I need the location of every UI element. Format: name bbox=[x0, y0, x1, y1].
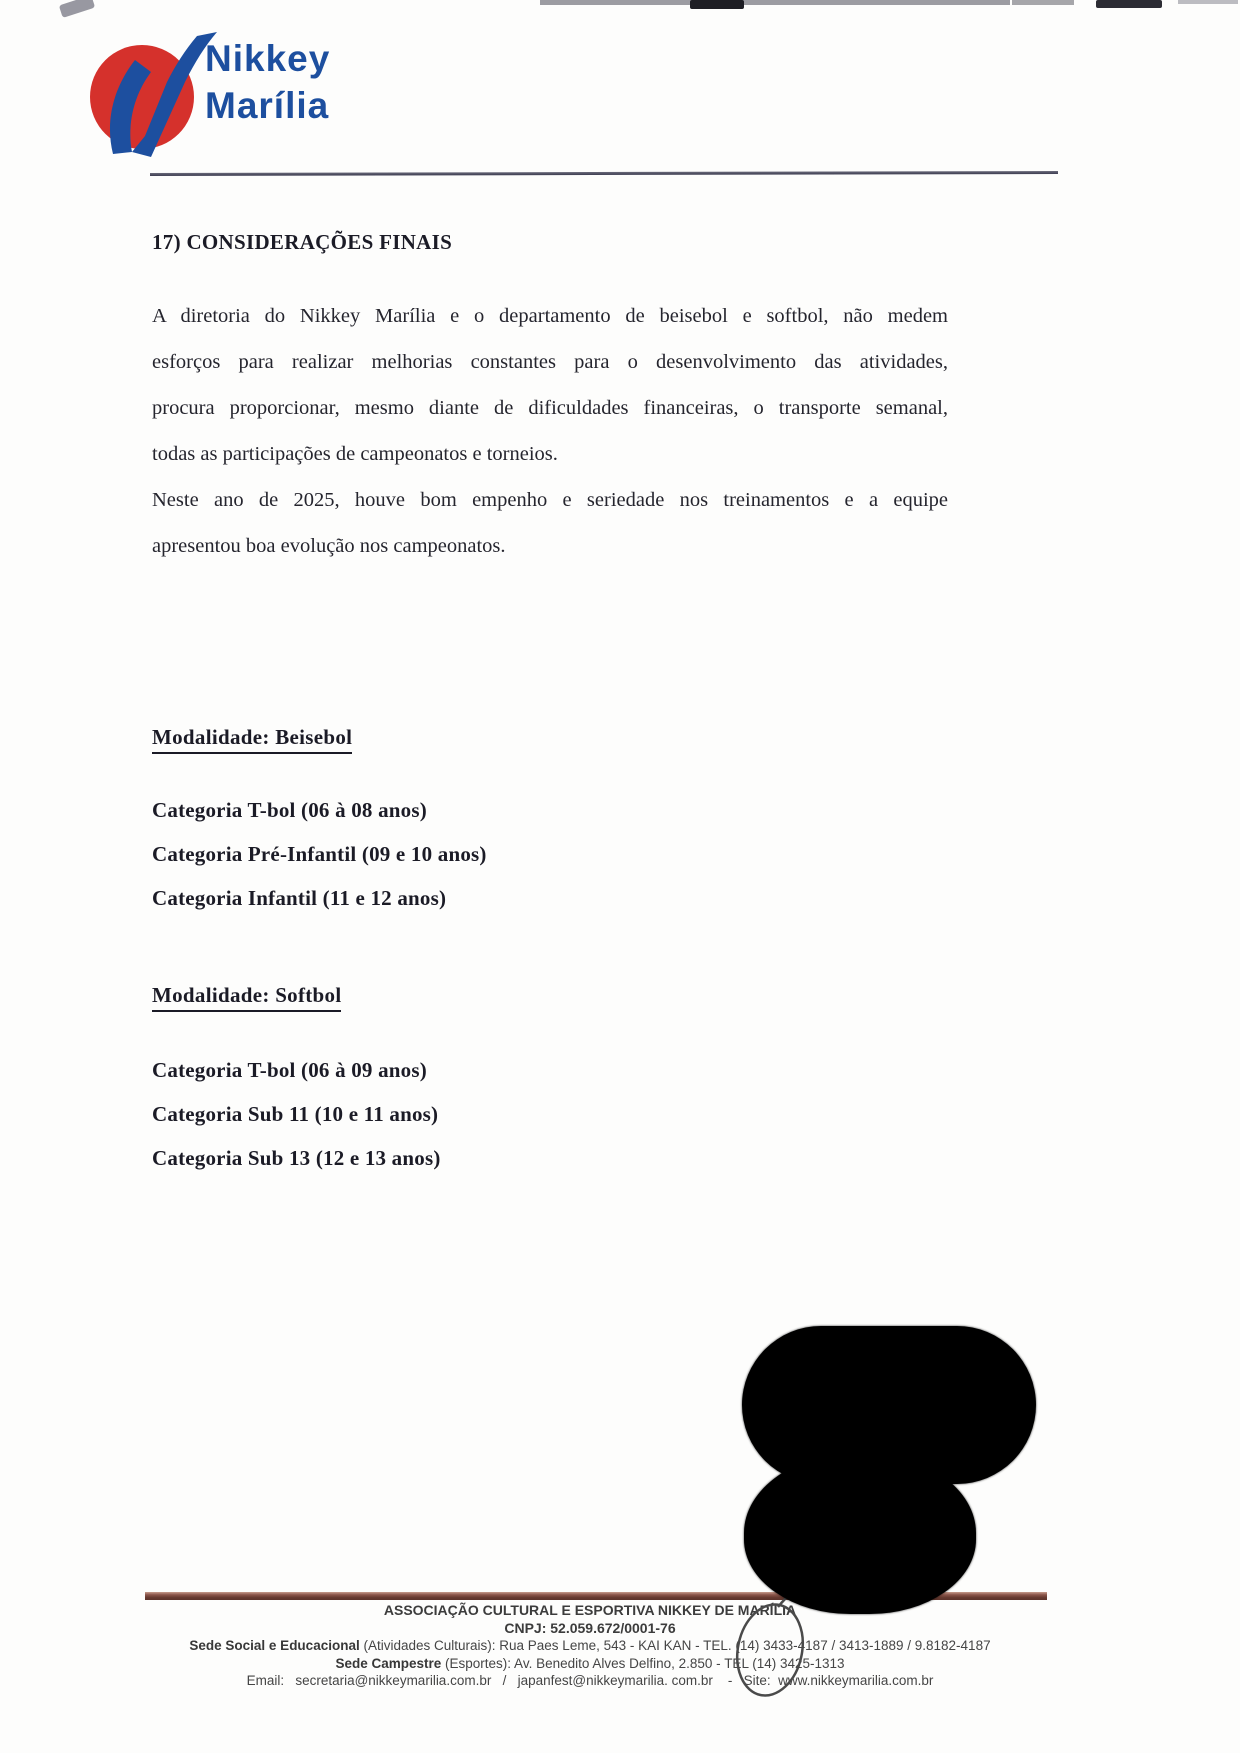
brand-name-line1: Nikkey bbox=[205, 38, 331, 79]
footer-contacts: Email: secretaria@nikkeymarilia.com.br / japanfest@nikkeymarilia. com.br - Site: www.nikkeymarilia.com.br bbox=[246, 1673, 934, 1688]
body-paragraph bbox=[152, 293, 948, 569]
category-item: Categoria T-bol (06 à 09 anos) bbox=[152, 1058, 427, 1082]
footer-sede-social: Sede Social e Educacional (Atividades Culturais): Rua Paes Leme, 543 - KAI KAN - TEL. (14) 3433-4187 / 3413-1889 / 9.8182-4187 bbox=[189, 1638, 991, 1653]
brand-name-line2: Marília bbox=[205, 85, 330, 126]
logo bbox=[85, 30, 445, 170]
modalidade-beisebol-title: Modalidade: Beisebol bbox=[152, 725, 352, 750]
footer-association-name: ASSOCIAÇÃO CULTURAL E ESPORTIVA NIKKEY DE MARÍLIA bbox=[383, 1602, 797, 1618]
redaction-blob bbox=[744, 1452, 976, 1614]
paragraph-line: todas as participações de campeonatos e torneios. bbox=[152, 443, 558, 465]
header-divider bbox=[150, 171, 1058, 176]
paragraph-line: procura proporcionar, mesmo diante de dificuldades financeiras, o transporte semanal, bbox=[152, 397, 948, 419]
footer bbox=[90, 1602, 1090, 1690]
scan-artifact bbox=[1178, 0, 1238, 4]
category-item: Categoria Infantil (11 e 12 anos) bbox=[152, 886, 447, 910]
modalidade-softbol-title: Modalidade: Softbol bbox=[152, 983, 341, 1008]
section-heading: 17) CONSIDERAÇÕES FINAIS bbox=[152, 230, 453, 254]
scan-artifact bbox=[690, 0, 744, 9]
footer-sede-campestre: Sede Campestre (Esportes): Av. Benedito Alves Delfino, 2.850 - TEL (14) 3425-1313 bbox=[335, 1655, 845, 1671]
scan-artifact bbox=[59, 0, 95, 18]
beisebol-categories bbox=[152, 788, 487, 920]
category-item: Categoria Sub 11 (10 e 11 anos) bbox=[152, 1102, 439, 1126]
category-item: Categoria Sub 13 (12 e 13 anos) bbox=[152, 1146, 441, 1170]
paragraph-line: A diretoria do Nikkey Marília e o departamento de beisebol e softbol, não medem bbox=[152, 305, 948, 327]
category-item: Categoria T-bol (06 à 08 anos) bbox=[152, 798, 427, 822]
paragraph-line: esforços para realizar melhorias constantes para o desenvolvimento das atividades, bbox=[152, 351, 948, 373]
paragraph-line: apresentou boa evolução nos campeonatos. bbox=[152, 535, 506, 557]
paragraph-line: Neste ano de 2025, houve bom empenho e seriedade nos treinamentos e a equipe bbox=[152, 489, 948, 511]
scan-artifact bbox=[1012, 0, 1074, 5]
scan-artifact bbox=[540, 0, 1010, 5]
softbol-categories bbox=[152, 1048, 441, 1180]
scan-artifact bbox=[1096, 0, 1162, 8]
footer-cnpj: CNPJ: 52.059.672/0001-76 bbox=[504, 1619, 676, 1636]
category-item: Categoria Pré-Infantil (09 e 10 anos) bbox=[152, 842, 487, 866]
